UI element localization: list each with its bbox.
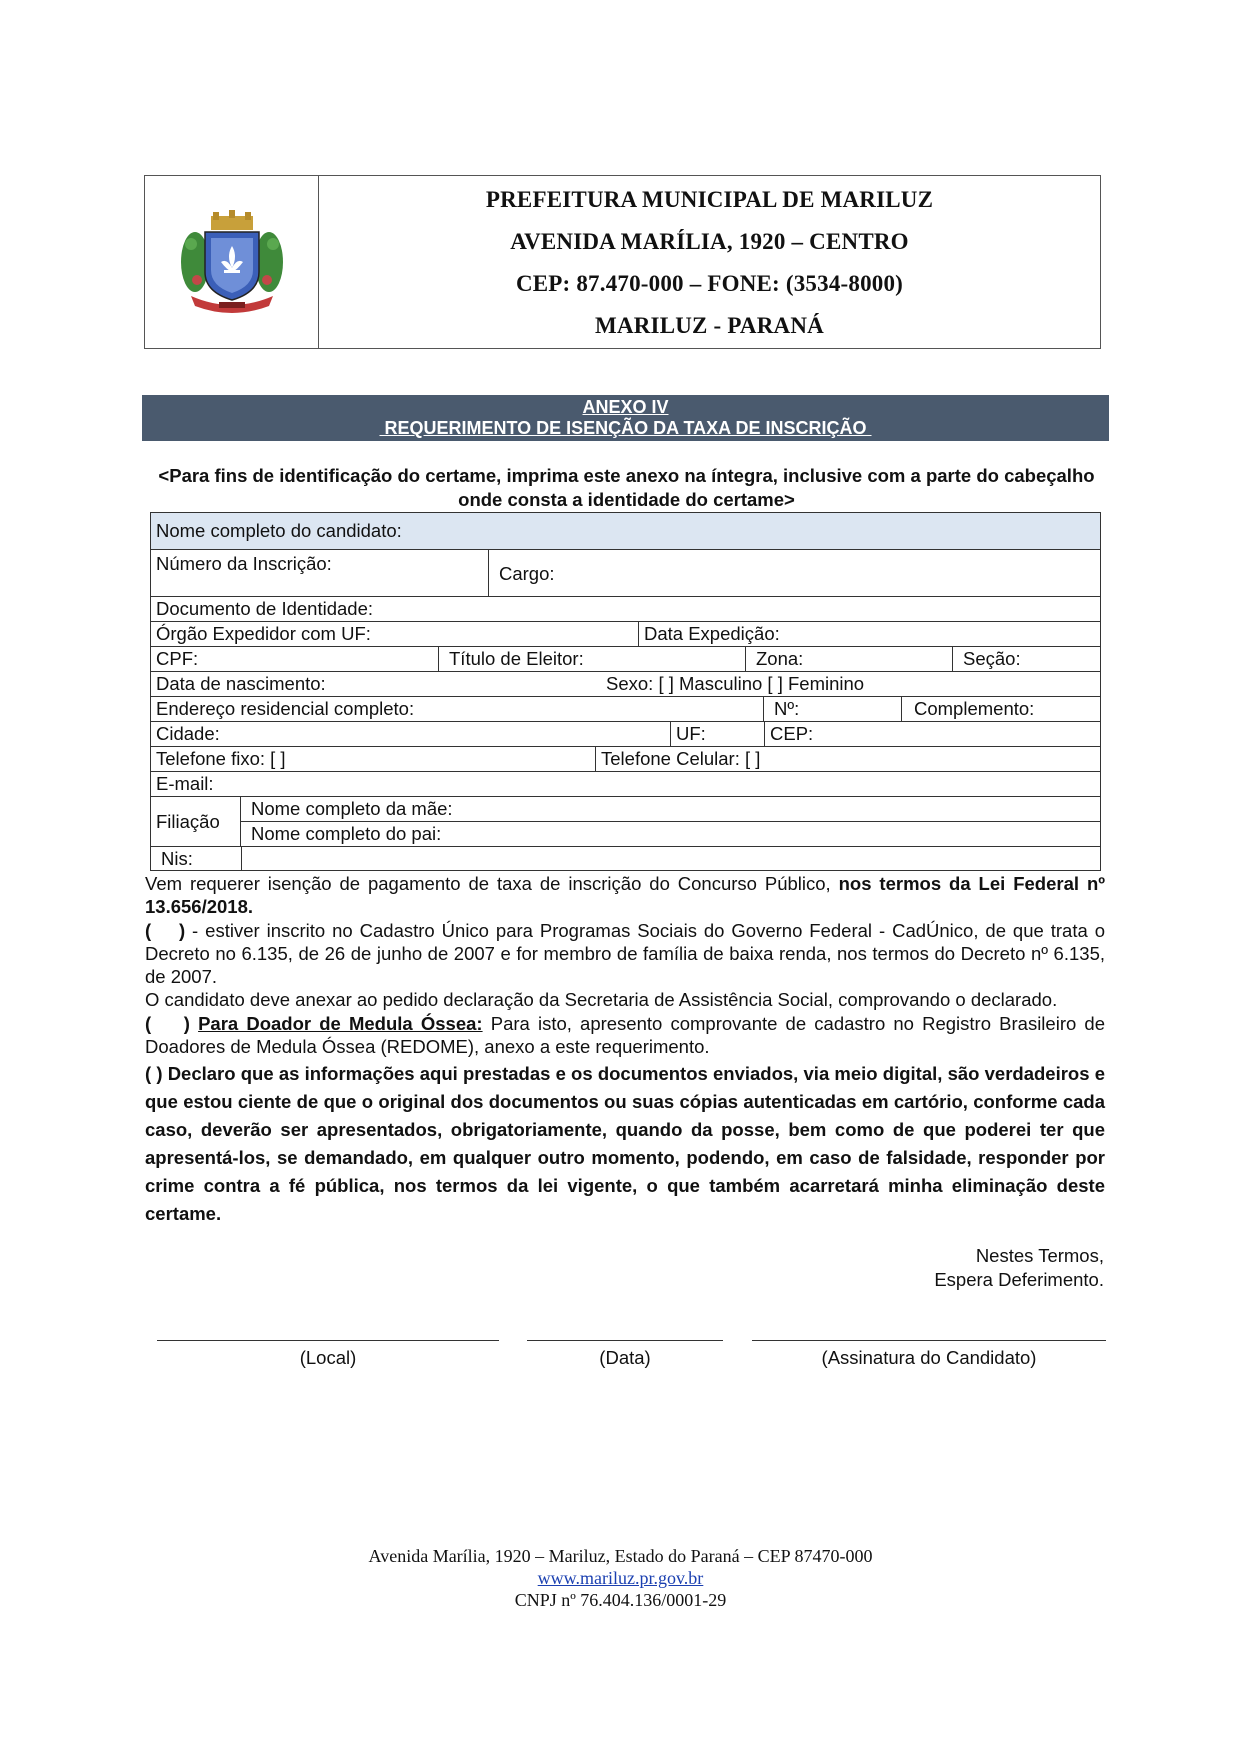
candidate-form — [150, 512, 1101, 871]
closing-line-1: Nestes Termos, — [975, 1245, 1104, 1266]
header-line-1: PREFEITURA MUNICIPAL DE MARILUZ — [485, 187, 934, 212]
annex-number: ANEXO IV — [582, 397, 669, 417]
letterhead — [144, 175, 1101, 349]
form-row-filiacao — [151, 797, 1100, 847]
paragraph-medula — [145, 1012, 1105, 1059]
medula-text: Para isto, apresento comprovante de cadastro no Registro Brasileiro de Doadores de Medula Óssea (REDOME), anexo a este requerimento. — [145, 1012, 1105, 1058]
field-endereco[interactable]: Endereço residencial completo: — [156, 698, 415, 719]
footer-cnpj: CNPJ nº 76.404.136/0001-29 — [514, 1590, 727, 1610]
request-text — [145, 872, 1105, 1228]
closing-line-2: Espera Deferimento. — [934, 1269, 1104, 1290]
signature-assinatura[interactable]: (Assinatura do Candidato) — [752, 1340, 1106, 1369]
header-line-3: CEP: 87.470-000 – FONE: (3534-8000) — [515, 271, 904, 296]
paragraph-declaration-note: O candidato deve anexar ao pedido declaração da Secretaria de Assistência Social, comprovando o declarado. — [145, 989, 1058, 1011]
field-mae[interactable]: Nome completo da mãe: — [241, 797, 1100, 822]
field-uf[interactable]: UF: — [670, 722, 764, 746]
field-cidade[interactable]: Cidade: — [156, 723, 220, 744]
signature-local[interactable]: (Local) — [157, 1340, 499, 1369]
field-telefone-celular[interactable]: Telefone Celular: [ ] — [595, 747, 1100, 771]
footer — [0, 1545, 1241, 1611]
field-sexo[interactable]: Sexo: [ ] Masculino [ ] Feminino — [606, 673, 865, 694]
form-row-cpf — [151, 647, 1100, 672]
form-row-inscricao — [151, 550, 1100, 597]
signature-data[interactable]: (Data) — [527, 1340, 723, 1369]
field-telefone-fixo[interactable]: Telefone fixo: [ ] — [156, 748, 286, 769]
field-cep[interactable]: CEP: — [764, 722, 1100, 746]
form-row-telefone — [151, 747, 1100, 772]
closing — [934, 1244, 1104, 1292]
field-documento[interactable]: Documento de Identidade: — [156, 598, 374, 619]
filiacao-label: Filiação — [151, 797, 241, 846]
field-inscricao[interactable]: Número da Inscrição: — [156, 553, 332, 574]
paragraph-request — [145, 872, 1105, 919]
header-line-2: AVENIDA MARÍLIA, 1920 – CENTRO — [510, 229, 909, 254]
field-data-expedicao[interactable]: Data Expedição: — [638, 622, 1100, 646]
field-nome[interactable]: Nome completo do candidato: — [156, 520, 402, 541]
form-row-orgao — [151, 622, 1100, 647]
paragraph-cadunico — [145, 919, 1105, 989]
field-complemento[interactable]: Complemento: — [901, 697, 1100, 721]
field-nis-value[interactable] — [241, 847, 1100, 870]
header-line-4: MARILUZ - PARANÁ — [595, 313, 824, 338]
instruction-text: <Para fins de identificação do certame, imprima este anexo na íntegra, inclusive com a parte do cabeçalho onde consta a identidade do certame> — [158, 465, 1095, 510]
footer-address: Avenida Marília, 1920 – Mariluz, Estado do Paraná – CEP 87470-000 — [368, 1546, 873, 1566]
form-row-cidade — [151, 722, 1100, 747]
paragraph-declaracao: ( ) Declaro que as informações aqui prestadas e os documentos enviados, via meio digital, são verdadeiros e que estou ciente de que o original dos documentos ou suas cópias autenticadas em cartório, conforme cada caso, deverão ser apresentados, obrigatoriamente, quando da posse, bem como de que poderei ter que apresentá-los, se demandado, em qualquer outro momento, podendo, em caso de falsidade, responder por crime contra a fé pública, nos termos da lei vigente, o que também acarretará minha eliminação deste certame. — [145, 1063, 1105, 1225]
annex-title: REQUERIMENTO DE ISENÇÃO DA TAXA DE INSCRIÇÃO — [379, 418, 872, 438]
form-row-name — [151, 513, 1100, 550]
field-secao[interactable]: Seção: — [952, 647, 1100, 671]
request-law: nos termos da Lei Federal nº 13.656/2018. — [145, 873, 1105, 918]
field-pai[interactable]: Nome completo do pai: — [251, 823, 442, 844]
cadunico-text: - estiver inscrito no Cadastro Único para Programas Sociais do Governo Federal - CadÚnico, de que trata o Decreto no 6.135, de 26 de junho de 2007 e for membro de família de baixa renda, nos termos do Decreto nº 6.135, de 2007. — [145, 919, 1105, 988]
medula-title: Para Doador de Medula Óssea: — [198, 1012, 483, 1034]
field-nis[interactable]: Nis: — [161, 848, 193, 869]
annex-title-bar — [142, 395, 1109, 441]
form-row-endereco — [151, 697, 1100, 722]
field-cpf[interactable]: CPF: — [156, 648, 199, 669]
letterhead-text — [319, 176, 1100, 348]
checkbox-medula[interactable]: ( ) — [145, 1012, 199, 1034]
field-zona[interactable]: Zona: — [745, 647, 952, 671]
field-titulo[interactable]: Título de Eleitor: — [438, 647, 745, 671]
field-email[interactable]: E-mail: — [156, 773, 214, 794]
form-row-nis — [151, 847, 1100, 870]
checkbox-cadunico[interactable]: ( ) — [145, 919, 186, 941]
coat-of-arms-icon — [177, 210, 287, 314]
footer-website-link[interactable]: www.mariluz.pr.gov.br — [537, 1568, 704, 1588]
field-orgao[interactable]: Órgão Expedidor com UF: — [156, 623, 371, 644]
form-row-documento — [151, 597, 1100, 622]
field-nascimento[interactable]: Data de nascimento: — [156, 673, 326, 694]
request-text-plain: Vem requerer isenção de pagamento de taxa de inscrição do Concurso Público, — [145, 873, 839, 894]
form-row-email — [151, 772, 1100, 797]
logo-cell — [145, 176, 319, 348]
field-cargo[interactable]: Cargo: — [488, 550, 1100, 596]
field-numero[interactable]: Nº: — [763, 697, 901, 721]
form-row-nascimento — [151, 672, 1100, 697]
